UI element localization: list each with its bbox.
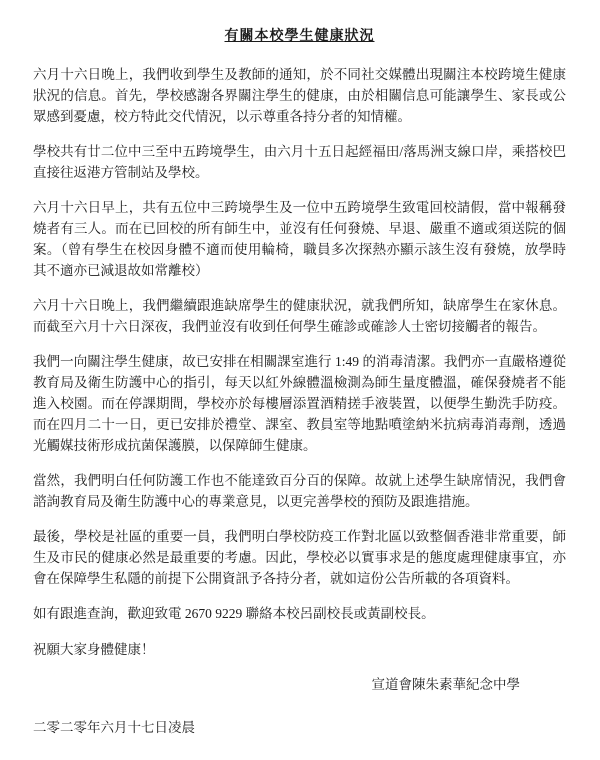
paragraph-consult-authorities: 當然，我們明白任何防護工作也不能達致百分百的保障。故就上述學生缺席情況，我們會諮詢教育局及衛生防護中心的專業意見，以更完善學校的預防及跟進措施。 [33,473,566,509]
contact-enquiry-line: 如有跟進查詢，歡迎致電 2670 9229 聯絡本校呂副校長或黃副校長。 [33,606,435,621]
document-date: 二零二零年六月十七日凌晨 [33,720,195,735]
paragraph-social-media-notice: 六月十六日晚上，我們收到學生及教師的通知，於不同社交媒體出現關注本校跨境生健康狀況的信息。首先，學校感謝各界關注學生的健康，由於相關信息可能讓學生、家長或公眾感到憂慮，校方特此交代情況，以示尊重各持分者的知情權。 [33,67,566,124]
paragraph-cross-border-students: 學校共有廿二位中三至中五跨境學生，由六月十五日起經福田/落馬洲支線口岸，乘搭校巴直接往返港方管制站及學校。 [33,144,566,180]
paragraph-absent-students-followup: 六月十六日晚上，我們繼續跟進缺席學生的健康狀況，就我們所知，缺席學生在家休息。而截至六月十六日深夜，我們並沒有收到任何學生確診或確診人士密切接觸者的報告。 [33,298,566,334]
document-title: 有關本校學生健康狀況 [224,29,375,44]
paragraph-disinfection-measures: 我們一向關注學生健康，故已安排在相關課室進行 1:49 的消毒清潔。我們亦一直嚴格遵從教育局及衛生防護中心的指引，每天以紅外線體溫檢測為師生量度體溫，確保發燒者不能進入校園。而在停課期間，學校亦於每樓層添置酒精搓手液裝置，以便學生勤洗手防疫。而在四月二十一日，更已安排於禮堂、課室、教員室等地點噴塗納米抗病毒消毒劑，透過光觸媒技術形成抗菌保護膜，以保障師生健康。 [33,354,566,453]
paragraph-community-responsibility: 最後，學校是社區的重要一員，我們明白學校防疫工作對北區以致整個香港非常重要，師生及市民的健康必然是最重要的考慮。因此，學校必以實事求是的態度處理健康事宜，亦會在保障學生私隱的前提下公開資訊予各持分者，就如這份公告所載的各項資料。 [33,529,566,586]
paragraph-sick-leave-report: 六月十六日早上，共有五位中三跨境學生及一位中五跨境學生致電回校請假，當中報稱發燒者有三人。而在已回校的所有師生中，並沒有任何發燒、早退、嚴重不適或須送院的個案。（曾有學生在校因身體不適而使用輪椅，職員多次探熱亦顯示該生沒有發燒，放學時其不適亦已減退故如常離校） [33,200,566,278]
closing-wish: 祝願大家身體健康！ [33,642,155,657]
signature-school-name: 宣道會陳朱素華紀念中學 [371,677,520,692]
